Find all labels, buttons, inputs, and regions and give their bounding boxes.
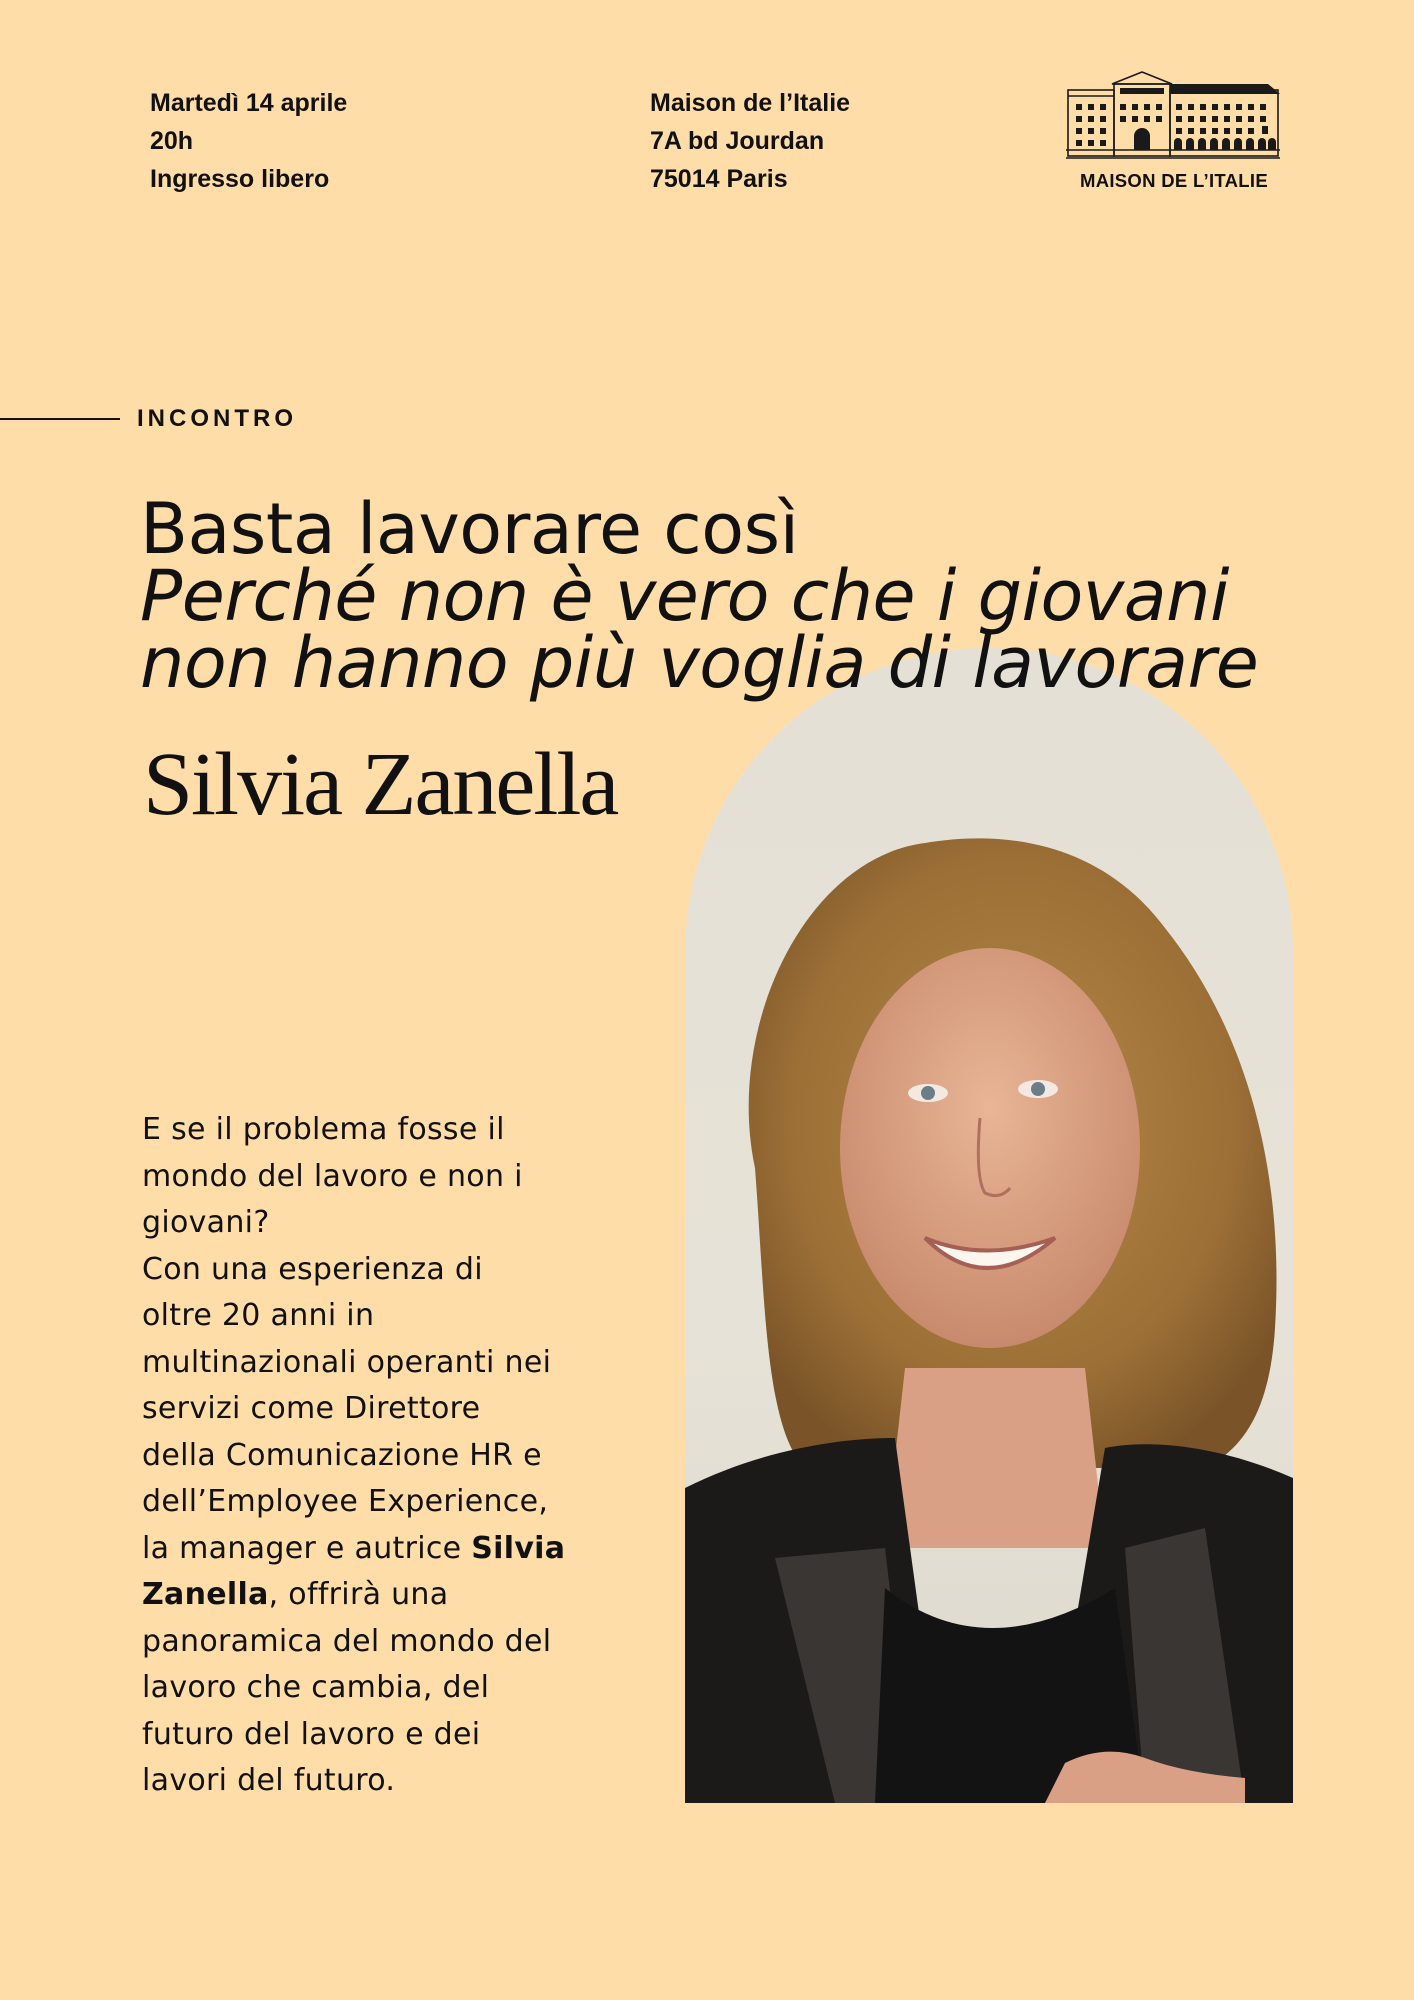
title-subtitle-line2: non hanno più voglia di lavorare	[140, 622, 1259, 704]
description-line: della Comunicazione HR e	[142, 1437, 542, 1473]
event-time: 20h	[150, 127, 194, 155]
description-line: Zanella, offrirà una	[142, 1577, 449, 1612]
description-line: lavori del futuro.	[142, 1763, 396, 1798]
kicker-rule	[0, 418, 120, 420]
event-title	[140, 488, 1259, 704]
description-line: la manager e autrice Silvia	[142, 1530, 566, 1566]
description-line: futuro del lavoro e dei	[142, 1716, 481, 1752]
description-line: lavoro che cambia, del	[142, 1670, 490, 1705]
speaker-name: Silvia Zanella	[143, 735, 618, 834]
description-line: E se il problema fosse il	[142, 1112, 505, 1147]
venue-info	[650, 84, 850, 198]
description-line: servizi come Direttore	[142, 1391, 481, 1426]
event-admission: Ingresso libero	[150, 165, 330, 193]
speaker-name-bold: Silvia	[471, 1530, 566, 1566]
event-description	[142, 1107, 602, 1805]
description-line: multinazionali operanti nei	[142, 1344, 552, 1380]
speaker-photo	[685, 648, 1293, 1803]
building-icon	[1064, 70, 1284, 166]
event-date: Martedì 14 aprile	[150, 89, 348, 117]
description-line: mondo del lavoro e non i	[142, 1158, 523, 1194]
title-subtitle-line1: Perché non è vero che i giovani	[140, 555, 1229, 637]
title-main: Basta lavorare così	[140, 488, 799, 570]
venue-address: 7A bd Jourdan	[650, 127, 825, 155]
portrait-illustration	[685, 648, 1293, 1803]
logo-text: MAISON DE L’ITALIE	[1079, 170, 1268, 191]
maison-logo	[1064, 70, 1284, 192]
description-line: dell’Employee Experience,	[142, 1484, 549, 1519]
venue-name: Maison de l’Italie	[650, 89, 851, 117]
description-line: giovani?	[142, 1205, 270, 1240]
event-info	[150, 84, 347, 198]
speaker-name-bold: Zanella	[142, 1577, 269, 1612]
description-line: oltre 20 anni in	[142, 1298, 375, 1333]
description-line: Con una esperienza di	[142, 1251, 483, 1287]
venue-city: 75014 Paris	[650, 165, 788, 193]
description-line: panoramica del mondo del	[142, 1623, 552, 1659]
event-type-label: INCONTRO	[137, 405, 297, 432]
